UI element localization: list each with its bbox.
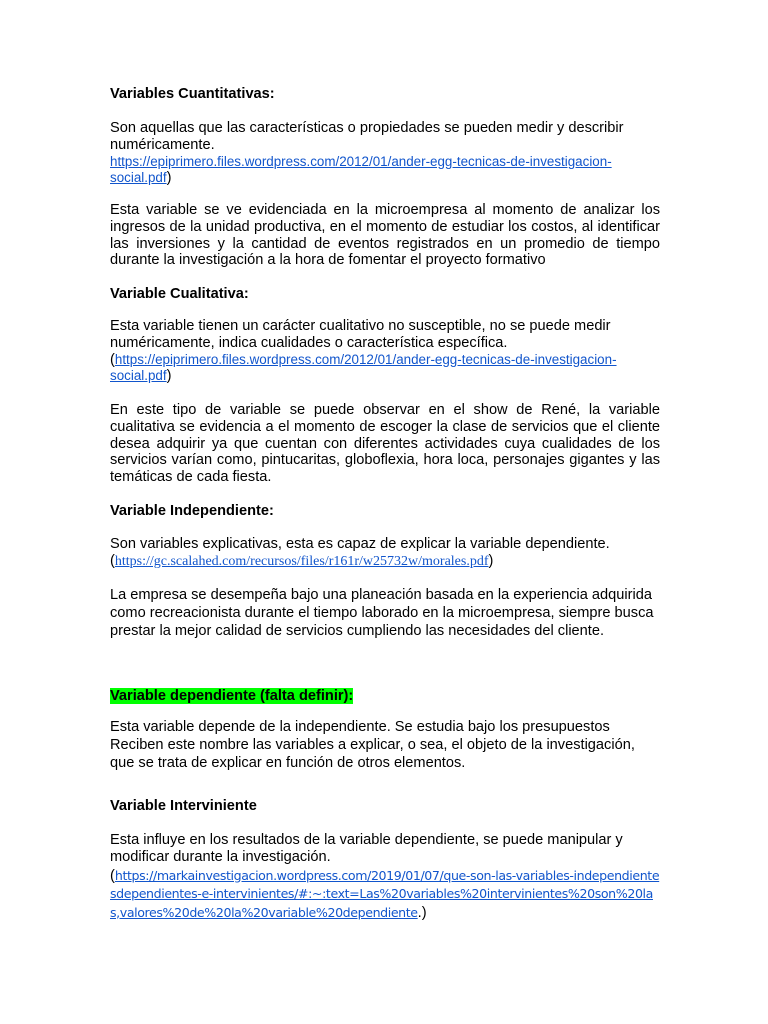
source-link-markainvestigacion[interactable]: https://markainvestigacion.wordpress.com/2019/01/07/que-son-las-variables-independientesdependientes-e-intervinientes/#:~:text=Las%20variables%20intervinientes%20son%20las,valores%20de%20la%20variable%20dependiente (110, 867, 660, 920)
paragraph-interviniente-definition (110, 832, 660, 922)
paragraph-cuantitativas-body: Esta variable se ve evidenciada en la microempresa al momento de analizar los ingresos de la unidad productiva, en el momento de estudiar los costos, al identificar las inversiones y la cantidad de eventos registrados en un promedio de tiempo durante la investigación a la hora de fomentar el proyecto formativo (110, 202, 660, 269)
paragraph-independiente-body: La empresa se desempeña bajo una planeación basada en la experiencia adquirida como recreacionista durante el tiempo laborado en la microempresa, siempre busca prestar la mejor calidad de servicios cumpliendo las necesidades del cliente. (110, 587, 654, 640)
paragraph-independiente-definition (110, 536, 660, 571)
link-close: ) (166, 170, 172, 187)
heading-interviniente: Variable Interviniente (110, 798, 257, 814)
heading-dependiente (110, 688, 660, 705)
source-link-scalahed[interactable]: https://gc.scalahed.com/recursos/files/r161r/w25732w/morales.pdf (114, 553, 489, 569)
link-close: ) (166, 368, 172, 385)
link-open: ( (110, 552, 115, 569)
link-close: .) (417, 904, 427, 921)
definition-text: Esta influye en los resultados de la variable dependiente, se puede manipular y modificar durante la investigación. (110, 832, 623, 866)
paragraph-dependiente-body: Esta variable depende de la independiente. Se estudia bajo los presupuestos Reciben este nombre las variables a explicar, o sea, el objeto de la investigación, que se trata de explicar en función de otros elementos. (110, 719, 635, 772)
heading-cuantitativas: Variables Cuantitativas: (110, 86, 275, 102)
source-link-epiprimero[interactable]: https://epiprimero.files.wordpress.com/2012/01/ander-egg-tecnicas-de-investigacion-social.pdf (110, 351, 617, 384)
link-open: ( (110, 867, 115, 884)
highlighted-heading: Variable dependiente (falta definir): (110, 688, 354, 704)
heading-cualitativa: Variable Cualitativa: (110, 286, 249, 302)
paragraph-cualitativa-body: En este tipo de variable se puede observar en el show de René, la variable cualitativa se evidencia a el momento de escoger la clase de servicios que el cliente desea adquirir ya que cuentan con diferentes actividades cuya cualidades de los servicios varían como, pintucaritas, globoflexia, hora loca, personajes gigantes y las temáticas de cada fiesta. (110, 402, 660, 486)
source-link-epiprimero[interactable]: https://epiprimero.files.wordpress.com/2012/01/ander-egg-tecnicas-de-investigacion-social.pdf (110, 153, 612, 186)
paragraph-cualitativa-definition (110, 318, 660, 385)
link-open: ( (110, 351, 115, 368)
link-close: ) (488, 552, 494, 569)
definition-text: Son aquellas que las características o propiedades se pueden medir y describir numéricamente. (110, 120, 624, 153)
definition-text: Son variables explicativas, esta es capaz de explicar la variable dependiente. (110, 536, 610, 552)
heading-independiente: Variable Independiente: (110, 503, 274, 519)
definition-text: Esta variable tienen un carácter cualitativo no susceptible, no se puede medir numéricamente, indica cualidades o característica específica. (110, 318, 611, 351)
paragraph-cuantitativas-definition (110, 120, 660, 187)
